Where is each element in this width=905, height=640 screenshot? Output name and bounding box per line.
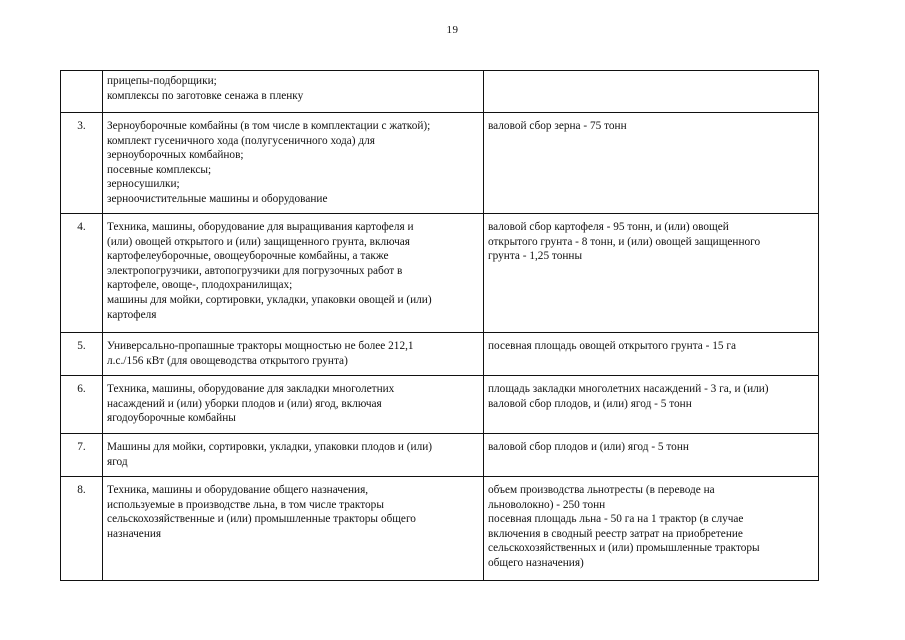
table-row xyxy=(61,113,819,214)
table-row xyxy=(61,434,819,477)
row-number: 4. xyxy=(77,221,86,233)
equipment-description: Зерноуборочные комбайны (в том числе в комплектации с жаткой); комплект гусеничного хода (полугусеничного хода) для зерноуборочных комбайнов; посевные комплексы; зерносушилки; зерноочистительные машины и оборудование xyxy=(107,120,431,205)
equipment-description: Универсально-пропашные тракторы мощностью не более 212,1 л.с./156 кВт (для овощеводства открытого грунта) xyxy=(107,340,414,367)
table-row xyxy=(61,333,819,376)
equipment-description: Техника, машины, оборудование для закладки многолетних насаждений и (или) уборки плодов и (или) ягод, включая ягодоуборочные комбайны xyxy=(107,383,395,425)
equipment-table xyxy=(60,70,819,581)
condition-cell xyxy=(484,376,819,434)
page-number: 19 xyxy=(446,24,459,36)
condition-cell xyxy=(484,333,819,376)
equipment-description: прицепы-подборщики; комплексы по заготовке сенажа в пленку xyxy=(107,75,304,102)
row-number-cell xyxy=(61,434,103,477)
table-row xyxy=(61,477,819,581)
equipment-description-cell xyxy=(103,333,484,376)
row-number-cell xyxy=(61,376,103,434)
equipment-description-cell xyxy=(103,434,484,477)
condition-cell xyxy=(484,477,819,581)
equipment-description-cell xyxy=(103,376,484,434)
row-number-cell xyxy=(61,113,103,214)
condition-text: валовой сбор зерна - 75 тонн xyxy=(488,120,627,132)
row-number-cell xyxy=(61,71,103,113)
row-number-cell xyxy=(61,214,103,333)
condition-text: посевная площадь овощей открытого грунта - 15 га xyxy=(488,340,736,352)
row-number: 3. xyxy=(77,120,86,132)
equipment-description-cell xyxy=(103,71,484,113)
equipment-description-cell xyxy=(103,477,484,581)
row-number-cell xyxy=(61,477,103,581)
table-row xyxy=(61,71,819,113)
row-number: 7. xyxy=(77,441,86,453)
row-number: 6. xyxy=(77,383,86,395)
equipment-description: Техника, машины, оборудование для выращивания картофеля и (или) овощей открытого и (или) защищенного грунта, включая картофелеуборочные, овощеуборочные комбайны, а также электропогрузчики, автопогрузчики для погрузочных работ в картофеле, овоще-, плодохранилищах; машины для мойки, сортировки, укладки, упаковки овощей и (или) картофеля xyxy=(107,221,432,321)
table-row xyxy=(61,376,819,434)
row-number: 5. xyxy=(77,340,86,352)
condition-cell xyxy=(484,214,819,333)
equipment-description-cell xyxy=(103,214,484,333)
equipment-description-cell xyxy=(103,113,484,214)
condition-text: валовой сбор плодов и (или) ягод - 5 тонн xyxy=(488,441,689,453)
row-number: 8. xyxy=(77,484,86,496)
condition-text: объем производства льнотресты (в переводе на льноволокно) - 250 тонн посевная площадь льна - 50 га на 1 трактор (в случае включения в сводный реестр затрат на приобретение сельскохозяйственных и (или) промышленные тракторы общего назначения) xyxy=(488,484,760,569)
equipment-description: Техника, машины и оборудование общего назначения, используемые в производстве льна, в том числе тракторы сельскохозяйственные и (или) промышленные тракторы общего назначения xyxy=(107,484,416,540)
condition-text xyxy=(488,74,814,77)
equipment-description: Машины для мойки, сортировки, укладки, упаковки плодов и (или) ягод xyxy=(107,441,433,468)
condition-cell xyxy=(484,71,819,113)
table-row xyxy=(61,214,819,333)
condition-text: валовой сбор картофеля - 95 тонн, и (или) овощей открытого грунта - 8 тонн, и (или) овощей защищенного грунта - 1,25 тонны xyxy=(488,221,761,263)
condition-cell xyxy=(484,434,819,477)
condition-text: площадь закладки многолетних насаждений - 3 га, и (или) валовой сбор плодов, и (или) ягод - 5 тонн xyxy=(488,383,769,410)
condition-cell xyxy=(484,113,819,214)
row-number-cell xyxy=(61,333,103,376)
